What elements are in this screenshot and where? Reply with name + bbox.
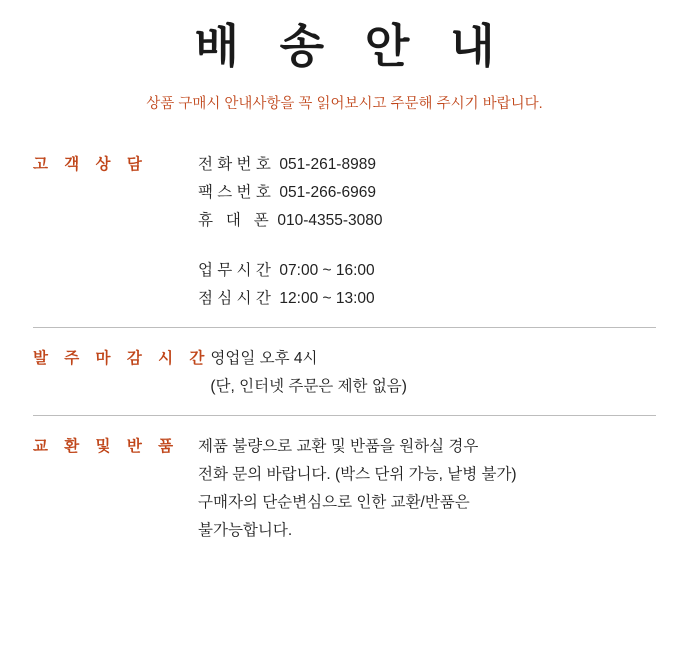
section-label: 고 객 상 담 bbox=[33, 155, 148, 173]
section-body bbox=[198, 433, 656, 545]
info-line: 구매자의 단순변심으로 인한 교환/반품은 bbox=[198, 493, 470, 511]
info-line: 불가능합니다. bbox=[198, 521, 293, 539]
info-line: 전화 문의 바랍니다. (박스 단위 가능, 낱병 불가) bbox=[198, 465, 517, 483]
info-line: 팩 스 번 호 051-266-6969 bbox=[198, 183, 376, 201]
blank-line bbox=[198, 235, 656, 257]
section-label: 교 환 및 반 품 bbox=[33, 437, 180, 455]
info-sections bbox=[0, 151, 689, 559]
page-subtitle: 상품 구매시 안내사항을 꼭 읽어보시고 주문해 주시기 바랍니다. bbox=[146, 95, 543, 112]
info-line: 제품 불량으로 교환 및 반품을 원하실 경우 bbox=[198, 437, 479, 455]
section-label: 발 주 마 감 시 간 bbox=[33, 349, 211, 367]
section-body bbox=[210, 345, 656, 401]
info-line: 업 무 시 간 07:00 ~ 16:00 bbox=[198, 261, 375, 279]
info-line: 영업일 오후 4시 bbox=[210, 349, 318, 367]
info-line: 점 심 시 간 12:00 ~ 13:00 bbox=[198, 289, 375, 307]
info-line: (단, 인터넷 주문은 제한 없음) bbox=[210, 377, 407, 395]
section-order-deadline bbox=[33, 327, 656, 415]
info-line: 휴 대 폰 010-4355-3080 bbox=[198, 211, 383, 229]
delivery-info-document bbox=[0, 18, 689, 656]
section-body bbox=[198, 151, 656, 313]
page-title: 배 송 안 내 bbox=[194, 20, 509, 72]
section-exchange-return bbox=[33, 415, 656, 559]
info-line: 전 화 번 호 051-261-8989 bbox=[198, 155, 376, 173]
section-customer-support bbox=[33, 151, 656, 327]
